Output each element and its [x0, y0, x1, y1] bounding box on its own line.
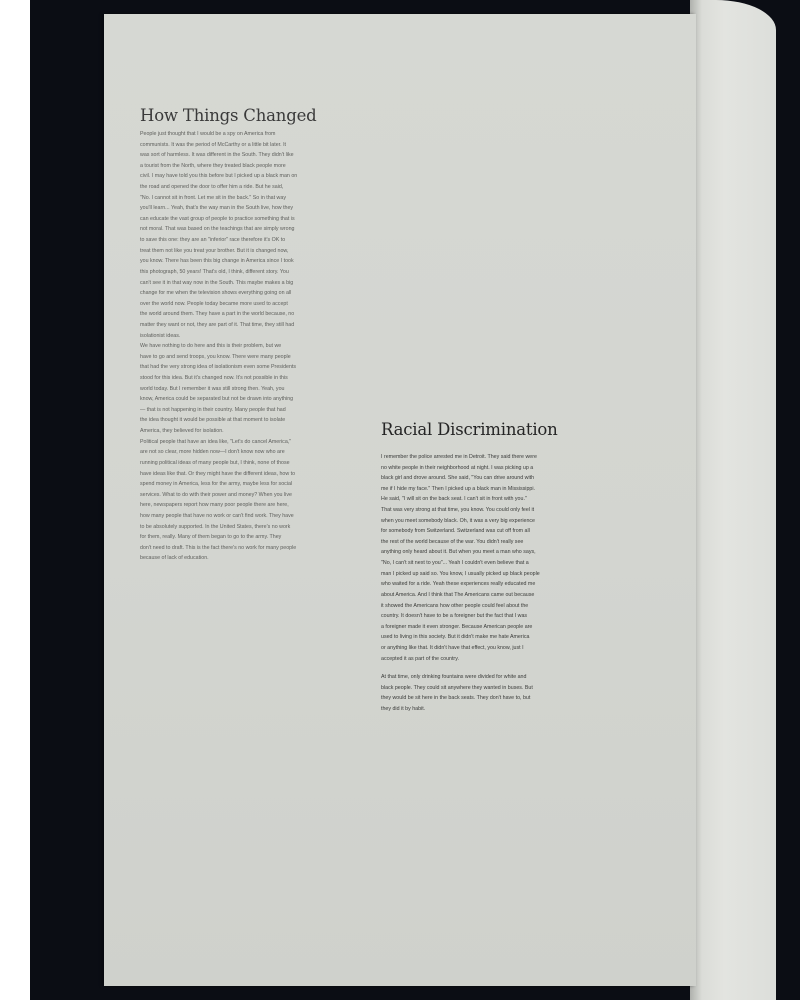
body-text-line: are not so clear, more hidden now—I don't know now who are — [140, 449, 285, 456]
body-text-line: it showed the Americans how other people could feel about the — [381, 602, 529, 609]
body-text-line: He said, "I will sit on the back seat. I can't sit in front with you." — [381, 496, 527, 503]
body-text-line: — that is not happening in their country. Many people that had — [140, 406, 286, 413]
body-text-line: communists. It was the period of McCarthy or a little bit later. It — [140, 141, 287, 148]
body-text-line: At that time, only drinking fountains were divided for white and — [381, 674, 527, 681]
body-text-line: the world around them. They have a part in the world because, no — [140, 311, 295, 318]
body-text-line: black people. They could sit anywhere they wanted in buses. But — [381, 684, 533, 691]
body-text-line: about America. And I think that The Americans came out because — [381, 591, 535, 598]
body-text-line: services. What to do with their power and money? When you live — [140, 491, 292, 498]
body-text-line: have ideas like that. Or they might have the different ideas, how to — [140, 470, 296, 477]
body-text-line: or anything like that. It didn't have that effect, you know, just I — [381, 644, 524, 651]
body-text-line: know, America could be separated but not be drawn into anything — [140, 396, 294, 403]
body-text-line: civil. I may have told you this before but I picked up a black man on — [140, 173, 298, 180]
body-text-line: they did it by habit. — [381, 706, 426, 713]
book-page — [104, 14, 696, 986]
article-column-racial-discrimination — [381, 452, 540, 715]
body-text-line: I remember the police arrested me in Detroit. They said there were — [381, 454, 537, 460]
body-text-line: used to living in this society. But it didn't make me hate America — [381, 634, 530, 641]
body-text-line: isolationist ideas. — [140, 332, 181, 339]
body-text-line: running political ideas of many people but, I think, none of those — [140, 459, 290, 466]
body-text-line: that had the very strong idea of isolationism even some Presidents — [140, 364, 297, 371]
body-text-line: here, newspapers report how many poor people there are here, — [140, 502, 289, 509]
section-heading-racial-discrimination: Racial Discrimination — [381, 420, 558, 439]
body-text-line: can educate the vast group of people to practice something that is — [140, 215, 295, 222]
body-text-line: That was very strong at that time, you know. You could only feel it — [381, 507, 535, 514]
body-text-line: world today. But I remember it was still strong then. Yeah, you — [140, 385, 285, 392]
body-text-line: over the world now. People today became more used to accept — [140, 300, 288, 307]
body-text-line: how many people that have no work or can't find work. They have — [140, 512, 294, 519]
body-text-line: America, they believed for isolation. — [140, 428, 224, 435]
body-text-line: treat them not like you treat your brother. But it is changed now, — [140, 247, 289, 254]
body-text-line: me if I hide my face." Then I picked up a black man in Mississippi. — [381, 485, 535, 492]
body-text-line: Political people that have an idea like, "Let's do cancel America," — [140, 438, 292, 445]
body-text-line: stood for this idea. But it's changed now. It's not possible in this — [140, 375, 288, 382]
body-text-line: no white people in their neighborhood at night. I was picking up a — [381, 464, 534, 471]
body-text-line: can't see it in that way now in the South. This maybe makes a big — [140, 279, 294, 286]
body-text-line: don't need to draft. This is the fact there's no work for many people — [140, 544, 297, 551]
body-text-line: We have nothing to do here and this is their problem, but we — [140, 343, 282, 350]
body-text-line: matter they want or not, they are part of it. That time, they still had — [140, 321, 295, 328]
body-text-line: People just thought that I would be a spy on America from — [140, 131, 276, 137]
section-heading-how-things-changed: How Things Changed — [140, 106, 317, 125]
body-text-line: a tourist from the North, where they treated black people more — [140, 162, 286, 169]
facing-page-edge — [690, 0, 776, 1000]
body-text-line: accepted it as part of the country. — [381, 655, 459, 662]
body-text-line: "No. I cannot sit in front. Let me sit in the back." So in that way — [140, 194, 286, 201]
body-text-line: man I picked up said so. You know, I usually picked up black people — [381, 570, 540, 577]
body-text-line: have to go and send troops, you know. There were many people — [140, 353, 291, 360]
body-text-line: spend money in America, less for the army, maybe less for social — [140, 481, 293, 488]
body-text-line: the rest of the world because of the war. You didn't really see — [381, 538, 524, 545]
body-text-line: black girl and drove around. She said, "You can drive around with — [381, 475, 535, 482]
body-text-line: this photograph, 50 years! That's old, I think, different story. You — [140, 268, 289, 275]
body-text-line: anything only heard about it. But when you meet a man who says, — [381, 549, 536, 556]
body-text-line: they would be sit here in the back seats. They don't have to, but — [381, 695, 531, 702]
body-text-line: "No, I can't sit next to you"... Yeah I couldn't even believe that a — [381, 560, 529, 567]
body-text-line: who waited for a ride. Yeah these experiences really educated me — [381, 581, 536, 588]
paragraph-gap — [381, 664, 540, 672]
body-text-line: the road and opened the door to offer him a ride. But he said, — [140, 184, 284, 191]
body-text-line: to be absolutely supported. In the United States, there's no work — [140, 523, 291, 530]
article-column-how-things-changed — [140, 129, 297, 564]
body-text-line: a foreigner made it even stronger. Because American people are — [381, 623, 533, 630]
body-text-line: change for me when the television shows everything going on all — [140, 290, 292, 297]
body-text-line: when you meet somebody black. Oh, it was a very big experience — [381, 517, 535, 524]
body-text-line: because of lack of education. — [140, 555, 209, 562]
body-text-line: was sort of harmless. It was different in the South. They didn't like — [140, 152, 294, 159]
body-text-line: not moral. That was based on the teachings that are simply wrong — [140, 226, 295, 233]
body-text-line: you know. There has been this big change in America since I took — [140, 258, 294, 265]
body-text-line: the idea thought it would be possible at that moment to isolate — [140, 417, 286, 424]
body-text-line: country. It doesn't have to be a foreigner but the fact that I was — [381, 613, 528, 620]
body-text-line: for somebody from Switzerland. Switzerland was cut off from all — [381, 528, 530, 535]
body-text-line: to save this one: they are an "inferior" race therefore it's OK to — [140, 237, 286, 244]
body-text-line: for them, really. Many of them began to go to the army. They — [140, 534, 282, 541]
body-text-line: you'll learn... Yeah, that's the way man in the South live, how they — [140, 205, 294, 212]
